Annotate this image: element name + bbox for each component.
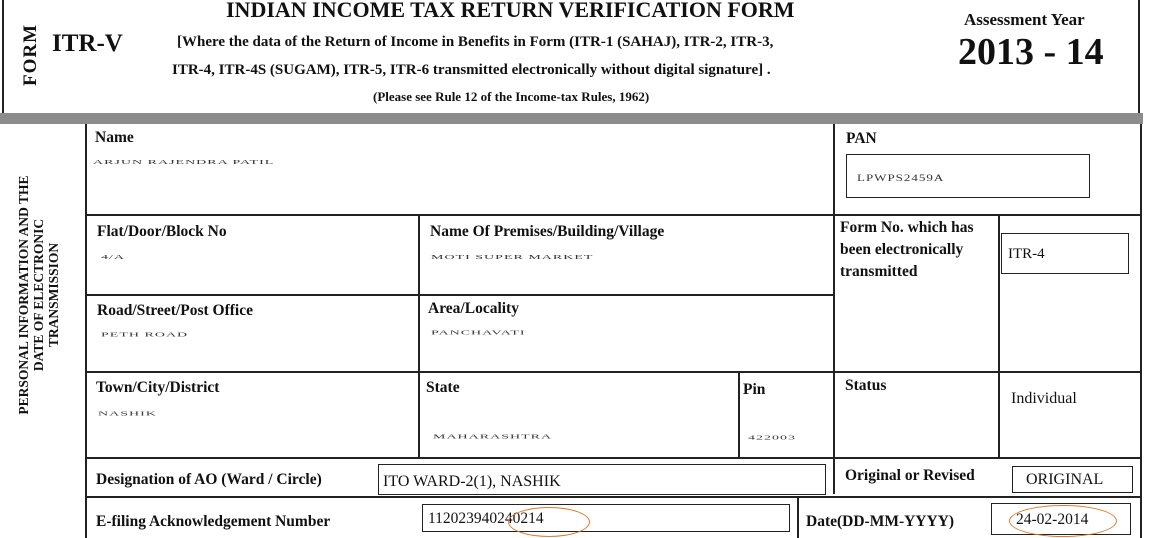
state-value: [433, 425, 588, 439]
name-value: [93, 150, 423, 164]
side-section-label: [16, 115, 61, 475]
flat-value-text: 4/A: [101, 253, 125, 259]
form-subtitle-line2: ITR-4, ITR-4S (SUGAM), ITR-5, ITR-6 transmitted electronically without digital signature] .: [172, 62, 771, 78]
orig-label: Original or Revised: [845, 467, 975, 484]
ack-value: 112023940240214: [428, 510, 544, 527]
date-value: 24-02-2014: [1016, 511, 1089, 528]
state-label: State: [426, 379, 460, 396]
date-annotation-circle: [1009, 505, 1117, 537]
area-value: [431, 321, 566, 335]
side-label-line1: PERSONAL INFORMATION AND THE: [16, 175, 31, 415]
town-value-text: NASHIK: [98, 410, 157, 416]
area-label: Area/Locality: [428, 300, 519, 317]
ao-value: ITO WARD-2(1), NASHIK: [383, 473, 561, 490]
pan-label: PAN: [846, 130, 877, 147]
pin-value-text: 422003: [748, 434, 796, 440]
form-no-value: ITR-4: [1008, 246, 1045, 262]
date-label: Date(DD-MM-YYYY): [806, 513, 955, 530]
form-code: ITR-V: [52, 30, 123, 57]
town-label: Town/City/District: [96, 379, 220, 396]
form-no-label: Form No. which has been electronically transmitted: [840, 219, 974, 280]
flat-value: [101, 245, 141, 259]
rule-note: (Please see Rule 12 of the Income-tax Rules, 1962): [373, 89, 650, 104]
side-label-line2: DATE OF ELECTRONIC: [31, 218, 46, 372]
status-label: Status: [845, 377, 887, 394]
road-value: [101, 323, 216, 337]
road-value-text: PETH ROAD: [101, 331, 189, 337]
pin-label: Pin: [743, 381, 766, 398]
assessment-year-value: 2013 - 14: [958, 31, 1104, 73]
pin-value: [748, 426, 806, 440]
header-rule-bar: [0, 113, 1143, 124]
orig-value: ORIGINAL: [1026, 471, 1104, 488]
name-label: Name: [95, 129, 134, 146]
flat-label: Flat/Door/Block No: [97, 223, 227, 240]
name-value-text: ARJUN RAJENDRA PATIL: [93, 158, 275, 164]
road-label: Road/Street/Post Office: [97, 302, 253, 319]
premises-value: [431, 245, 646, 259]
area-value-text: PANCHAVATI: [431, 329, 526, 335]
premises-label: Name Of Premises/Building/Village: [430, 223, 665, 240]
form-title: INDIAN INCOME TAX RETURN VERIFICATION FORM: [226, 0, 795, 22]
ack-label: E-filing Acknowledgement Number: [96, 513, 331, 530]
form-vertical-label: FORM: [20, 23, 41, 86]
status-value: Individual: [1011, 390, 1077, 407]
ack-annotation-circle: [508, 507, 590, 537]
pan-value-text: LPWPS2459A: [857, 172, 945, 184]
premises-value-text: MOTI SUPER MARKET: [431, 253, 594, 259]
ao-label: Designation of AO (Ward / Circle): [96, 471, 322, 488]
state-value-text: MAHARASHTRA: [433, 433, 553, 439]
assessment-year-label: Assessment Year: [964, 10, 1085, 29]
form-subtitle-line1: [Where the data of the Return of Income in Benefits in Form (ITR-1 (SAHAJ), ITR-2, ITR-3,: [177, 34, 774, 50]
town-value: [98, 402, 178, 416]
pan-value: [857, 168, 977, 188]
side-label-line3: TRANSMISSION: [46, 242, 61, 348]
